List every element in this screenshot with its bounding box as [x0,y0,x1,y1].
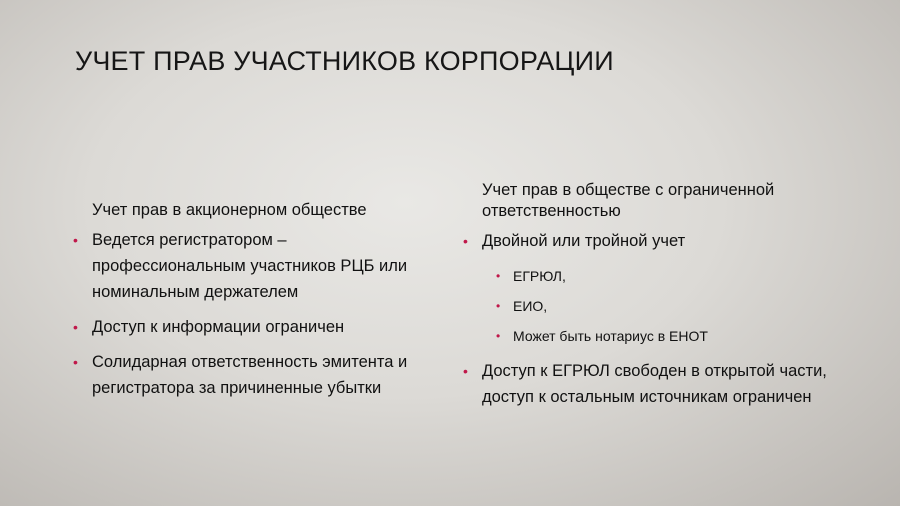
bullet-item: • Солидарная ответственность эмитента и регистратора за причиненные убытки [70,349,430,401]
right-bullets [460,228,840,410]
left-bullets [70,227,430,401]
bullet-item: • Ведется регистратором – профессиональным участников РЦБ или номинальным держателем [70,227,430,305]
sub-bullet-item: • Может быть нотариус в ЕНОТ [460,323,840,349]
slide-title: УЧЕТ ПРАВ УЧАСТНИКОВ КОРПОРАЦИИ [75,46,614,76]
right-column [460,180,840,419]
sub-bullet-item: • ЕИО, [460,293,840,319]
left-heading: Учет прав в акционерном обществе [92,201,367,219]
bullet-item: • Доступ к информации ограничен [70,314,430,340]
right-heading: Учет прав в обществе с ограниченной ответственностью [482,181,775,220]
sub-bullet-item: • ЕГРЮЛ, [460,263,840,289]
bullet-item: • Двойной или тройной учет [460,228,840,254]
bullet-item: • Доступ к ЕГРЮЛ свободен в открытой части, доступ к остальным источникам ограничен [460,358,840,410]
left-column [70,200,430,410]
